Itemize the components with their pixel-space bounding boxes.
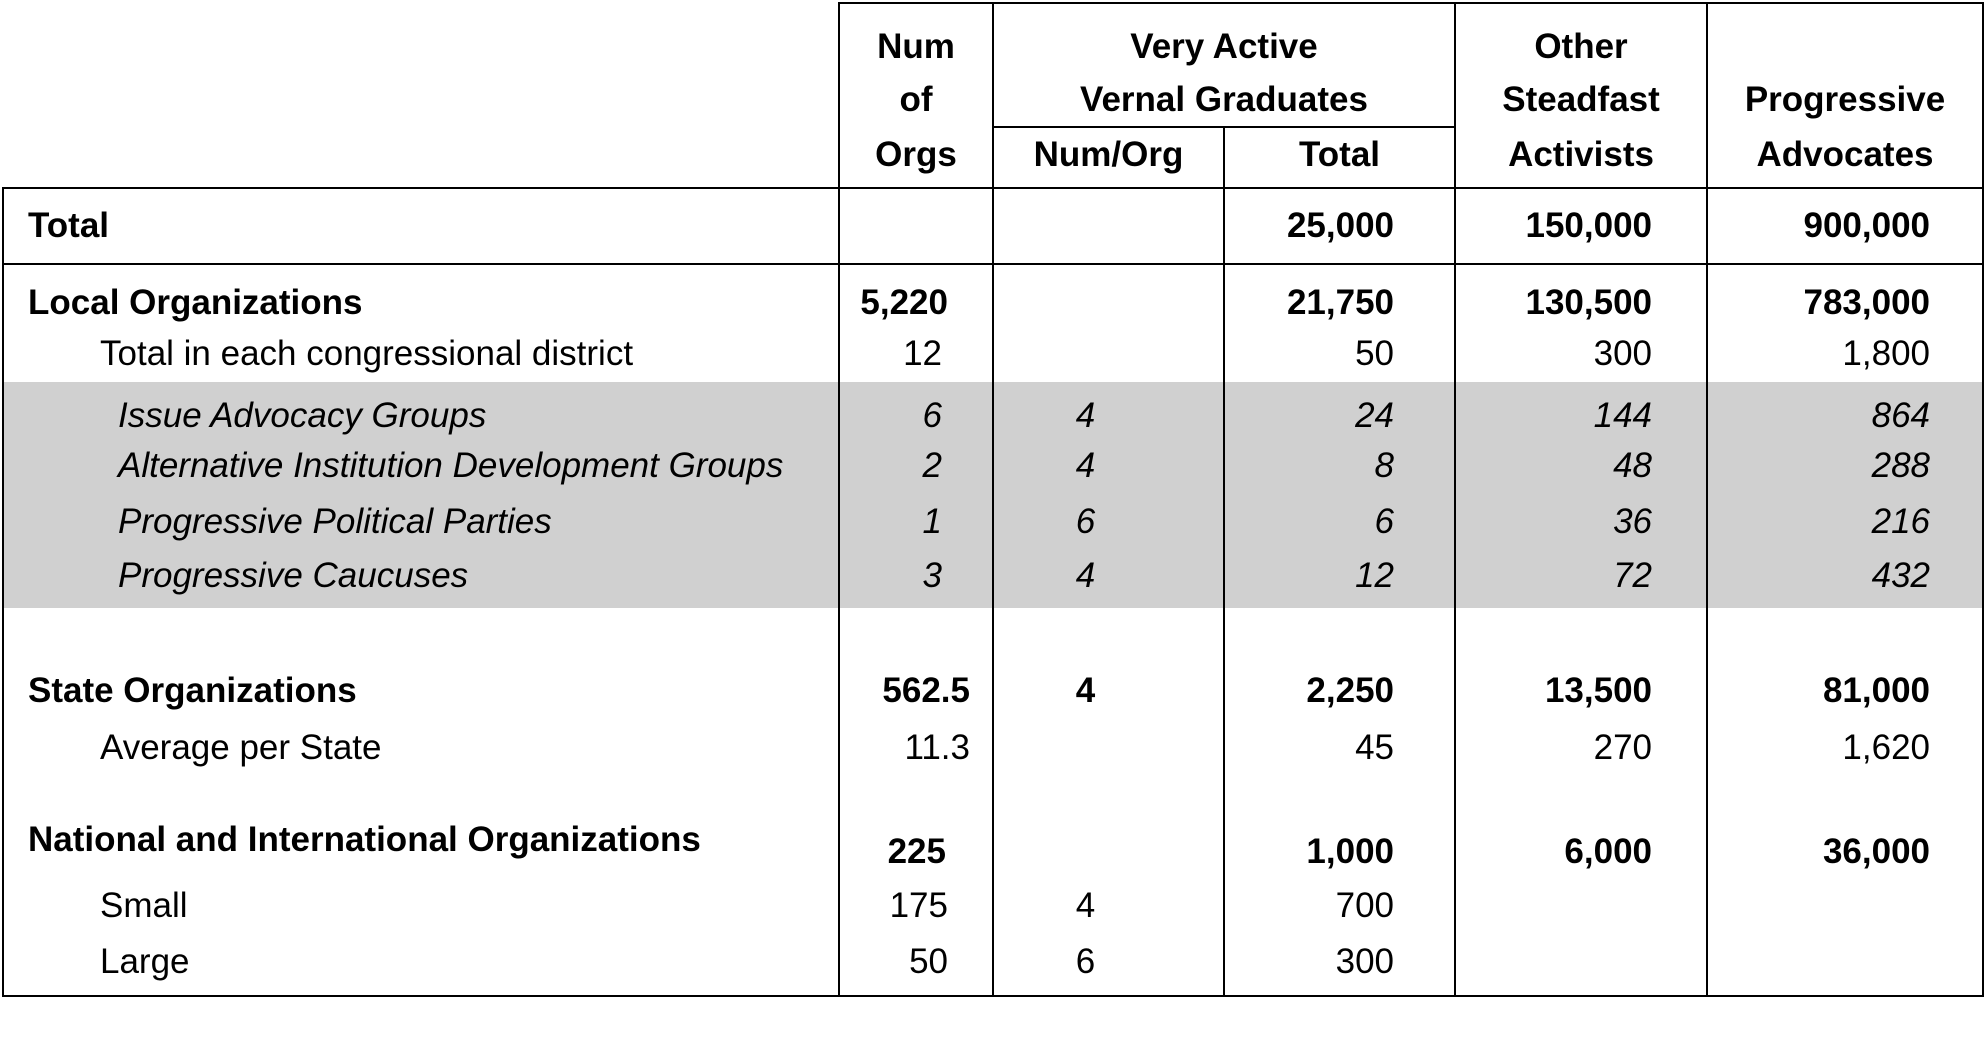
spacer-1-f [1707, 608, 1983, 662]
header-row-1 [3, 3, 1983, 127]
row-altinst-label: Alternative Institution Development Groups [3, 438, 839, 494]
row-total-other: 150,000 [1455, 188, 1707, 264]
row-avg-state-num-org [993, 720, 1224, 776]
row-national-orgs: 225 [839, 816, 993, 878]
organizations-table [2, 2, 1984, 997]
row-issue-label: Issue Advocacy Groups [3, 382, 839, 438]
row-total-total: 25,000 [1224, 188, 1455, 264]
row-issue-orgs: 6 [839, 382, 993, 438]
row-altinst-other: 48 [1455, 438, 1707, 494]
spacer-1-b [839, 608, 993, 662]
row-total-label: Total [3, 188, 839, 264]
row-avg-state-label: Average per State [3, 720, 839, 776]
row-altinst-num-org: 4 [993, 438, 1224, 494]
row-issue-prog: 864 [1707, 382, 1983, 438]
spacer-1-c [993, 608, 1224, 662]
row-district-num-org [993, 326, 1224, 382]
header-other-line2: Steadfast [1502, 80, 1660, 119]
row-district [3, 326, 1983, 382]
header-num-orgs-line1: Num [877, 27, 955, 66]
row-parties [3, 494, 1983, 550]
row-caucuses-orgs: 3 [839, 550, 993, 608]
row-local [3, 264, 1983, 326]
row-small-other [1455, 878, 1707, 934]
row-caucuses-other: 72 [1455, 550, 1707, 608]
row-local-label: Local Organizations [3, 264, 839, 326]
header-blank-3 [3, 128, 839, 188]
row-district-orgs: 12 [839, 326, 993, 382]
header-progressive-line2: Advocates [1707, 128, 1983, 188]
row-small [3, 878, 1983, 934]
spacer-2-a [3, 776, 839, 816]
row-spacer-2 [3, 776, 1983, 816]
row-district-label: Total in each congressional district [3, 326, 839, 382]
row-state [3, 662, 1983, 720]
row-parties-total: 6 [1224, 494, 1455, 550]
row-parties-num-org: 6 [993, 494, 1224, 550]
row-total [3, 188, 1983, 264]
row-small-prog [1707, 878, 1983, 934]
header-very-active [993, 3, 1455, 127]
row-national-total: 1,000 [1224, 816, 1455, 878]
row-large-num-org: 6 [993, 934, 1224, 996]
header-other-line1: Other [1534, 27, 1628, 66]
row-large-total: 300 [1224, 934, 1455, 996]
row-parties-prog: 216 [1707, 494, 1983, 550]
spacer-1-e [1455, 608, 1707, 662]
row-small-label: Small [3, 878, 839, 934]
row-parties-other: 36 [1455, 494, 1707, 550]
spacer-2-f [1707, 776, 1983, 816]
header-very-active-line2: Vernal Graduates [1080, 80, 1368, 119]
row-avg-state [3, 720, 1983, 776]
row-issue-other: 144 [1455, 382, 1707, 438]
row-issue-total: 24 [1224, 382, 1455, 438]
spacer-2-e [1455, 776, 1707, 816]
row-avg-state-orgs: 11.3 [839, 720, 993, 776]
row-large-other [1455, 934, 1707, 996]
spacer-1-d [1224, 608, 1455, 662]
header-num-orgs [839, 3, 993, 128]
header-num-orgs-line2: of [899, 80, 933, 119]
row-parties-orgs: 1 [839, 494, 993, 550]
header-num-orgs-line3: Orgs [839, 128, 993, 188]
row-total-prog: 900,000 [1707, 188, 1983, 264]
row-national-other: 6,000 [1455, 816, 1707, 878]
spacer-2-c [993, 776, 1224, 816]
header-very-active-line1: Very Active [1130, 27, 1318, 66]
row-caucuses-prog: 432 [1707, 550, 1983, 608]
row-district-prog: 1,800 [1707, 326, 1983, 382]
row-altinst-total: 8 [1224, 438, 1455, 494]
row-caucuses-num-org: 4 [993, 550, 1224, 608]
header-other [1455, 3, 1707, 128]
header-blank [3, 3, 839, 128]
row-state-num-org: 4 [993, 662, 1224, 720]
row-large-label: Large [3, 934, 839, 996]
row-national-prog: 36,000 [1707, 816, 1983, 878]
row-national-num-org [993, 816, 1224, 878]
row-altinst-orgs: 2 [839, 438, 993, 494]
row-small-total: 700 [1224, 878, 1455, 934]
row-large-orgs: 50 [839, 934, 993, 996]
row-issue [3, 382, 1983, 438]
row-local-num-org [993, 264, 1224, 326]
row-state-prog: 81,000 [1707, 662, 1983, 720]
spacer-2-d [1224, 776, 1455, 816]
row-local-other: 130,500 [1455, 264, 1707, 326]
header-progressive [1707, 3, 1983, 128]
header-row-3 [3, 128, 1983, 188]
row-avg-state-total: 45 [1224, 720, 1455, 776]
row-large [3, 934, 1983, 996]
row-total-num-org [993, 188, 1224, 264]
row-avg-state-prog: 1,620 [1707, 720, 1983, 776]
header-num-per-org: Num/Org [993, 128, 1224, 188]
row-local-prog: 783,000 [1707, 264, 1983, 326]
row-caucuses-total: 12 [1224, 550, 1455, 608]
row-spacer-1 [3, 608, 1983, 662]
row-altinst-prog: 288 [1707, 438, 1983, 494]
row-local-total: 21,750 [1224, 264, 1455, 326]
row-total-orgs [839, 188, 993, 264]
row-parties-label: Progressive Political Parties [3, 494, 839, 550]
row-large-prog [1707, 934, 1983, 996]
row-state-other: 13,500 [1455, 662, 1707, 720]
row-small-num-org: 4 [993, 878, 1224, 934]
header-total: Total [1224, 128, 1455, 188]
row-district-other: 300 [1455, 326, 1707, 382]
row-state-label: State Organizations [3, 662, 839, 720]
row-issue-num-org: 4 [993, 382, 1224, 438]
header-other-line3: Activists [1455, 128, 1707, 188]
row-altinst [3, 438, 1983, 494]
row-national [3, 816, 1983, 878]
row-caucuses [3, 550, 1983, 608]
row-small-orgs: 175 [839, 878, 993, 934]
row-district-total: 50 [1224, 326, 1455, 382]
spacer-1-a [3, 608, 839, 662]
row-state-total: 2,250 [1224, 662, 1455, 720]
spacer-2-b [839, 776, 993, 816]
row-state-orgs: 562.5 [839, 662, 993, 720]
header-progressive-line1: Progressive [1744, 80, 1946, 119]
row-caucuses-label: Progressive Caucuses [3, 550, 839, 608]
row-national-label: National and International Organizations [3, 816, 839, 878]
row-avg-state-other: 270 [1455, 720, 1707, 776]
row-local-orgs: 5,220 [839, 264, 993, 326]
